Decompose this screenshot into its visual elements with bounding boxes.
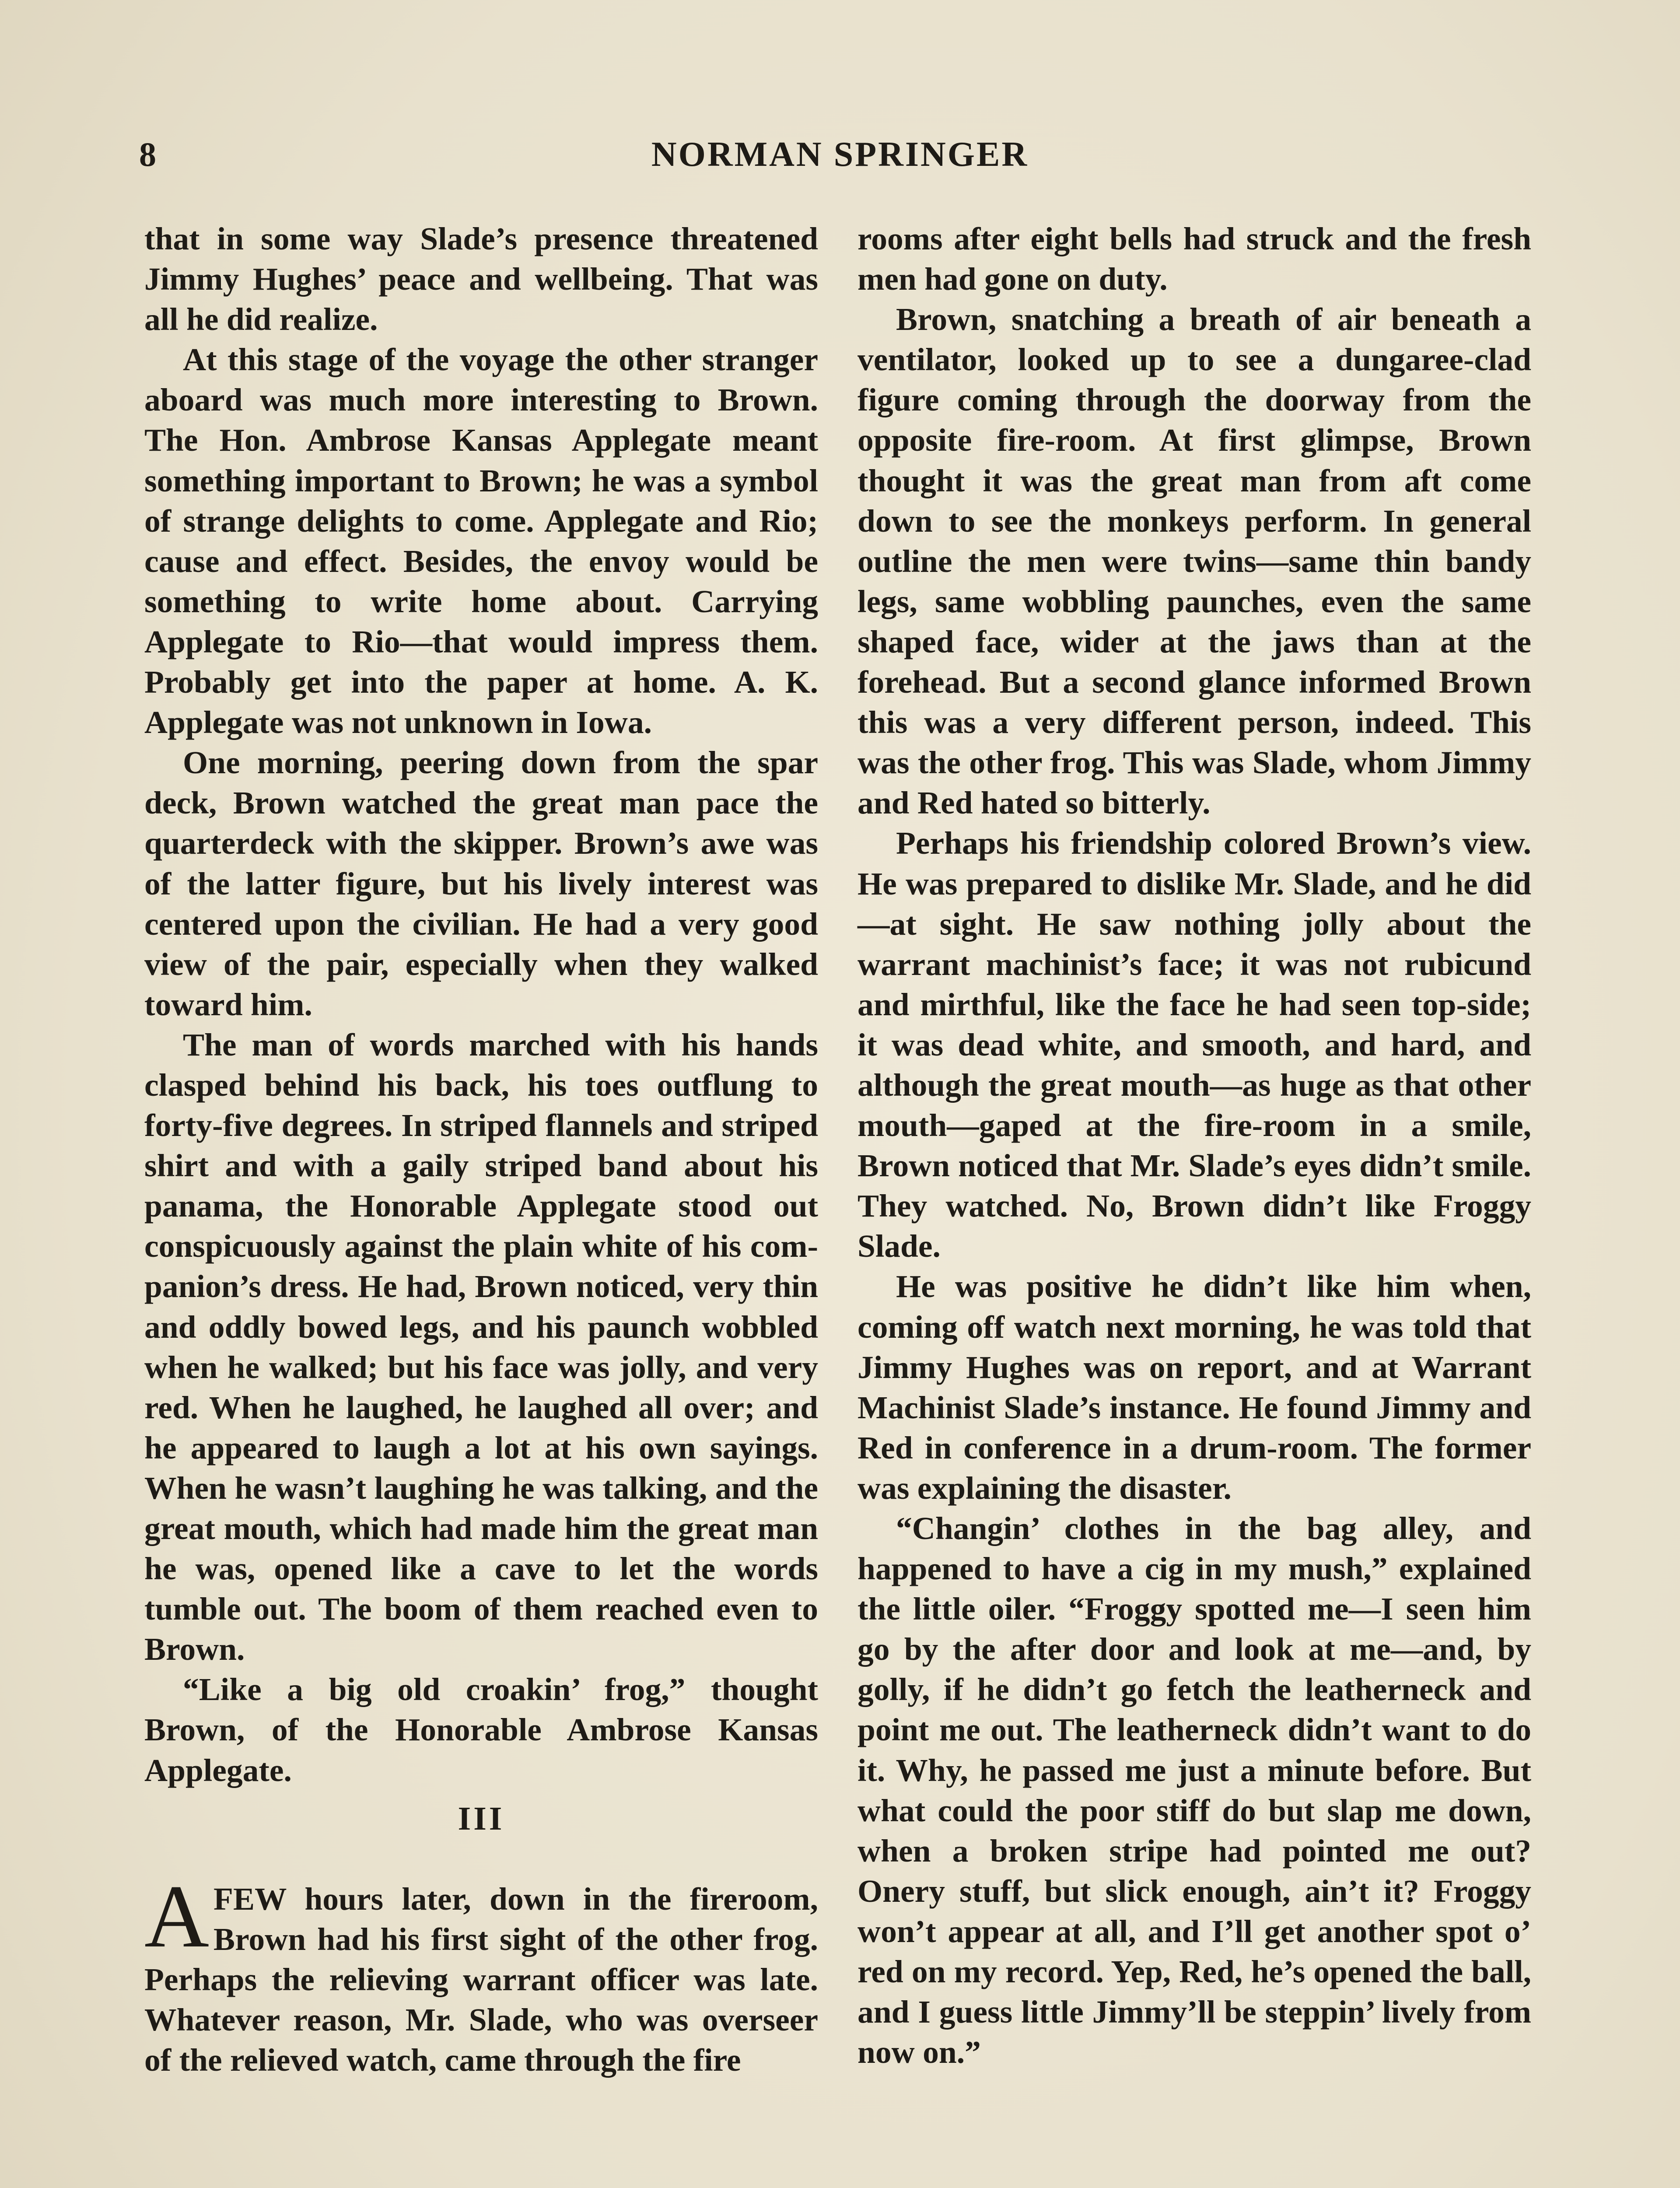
page-header: [0, 130, 1680, 179]
section-heading: III: [458, 1800, 505, 1837]
paragraph-with-drop-cap: [144, 1866, 818, 2080]
left-column: [144, 219, 818, 2080]
paragraph: The man of words marched with his hands clasped behind his back, his toes outflung to forty-five degrees. In striped flannels and striped shirt and with a gaily striped band about his panama, the Honorable Applegate stood out conspicuously against the plain white of his companion’s dress. He had, Brown noticed, very thin and oddly bowed legs, and his paunch wobbled when he walked; but his face was jolly, and very red. When he laughed, he laughed all over; and he appeared to laugh a lot at his own sayings. When he wasn’t laughing he was talking, and the great mouth, which had made him the great man he was, opened like a cave to let the words tumble out. The boom of them reached even to Brown.: [144, 1027, 818, 1667]
running-head: NORMAN SPRINGER: [651, 135, 1029, 174]
right-column: [858, 219, 1531, 2072]
paragraph-text: FEW hours later, down in the fireroom, Brown had his first sight of the other frog. Perhaps the relieving warrant officer was late. Whatever reason, Mr. Slade, who was overseer of the relieved watch, came through the fire: [144, 1881, 818, 2078]
paragraph: “Like a big old croakin’ frog,” thought Brown, of the Honorable Ambrose Kansas Applegate.: [144, 1672, 818, 1788]
paragraph: rooms after eight bells had struck and the fresh men had gone on duty.: [858, 221, 1531, 297]
paragraph: At this stage of the voyage the other stranger aboard was much more interesting to Brown. The Hon. Ambrose Kansas Applegate meant something important to Brown; he was a symbol of strange delights to come. Applegate and Rio; cause and effect. Besides, the envoy would be something to write home about. Carrying Applegate to Rio—that would impress them. Probably get into the paper at home. A. K. Applegate was not unknown in Iowa.: [144, 342, 818, 740]
paragraph: Brown, snatching a breath of air beneath a ventilator, looked up to see a dungaree-clad figure coming through the doorway from the opposite fire-room. At first glimpse, Brown thought it was the great man from aft come down to see the monkeys perform. In general outline the men were twins—same thin bandy legs, same wobbling paunches, even the same shaped face, wider at the jaws than at the forehead. But a second glance informed Brown this was a very different person, indeed. This was the other frog. This was Slade, whom Jimmy and Red hated so bitterly.: [858, 302, 1531, 821]
paragraph: that in some way Slade’s presence threatened Jimmy Hughes’ peace and wellbeing. That was all he did realize.: [144, 221, 818, 337]
paragraph: One morning, peering down from the spar deck, Brown watched the great man pace the quarterdeck with the skipper. Brown’s awe was of the latter figure, but his lively interest was centered upon the civilian. He had a very good view of the pair, especially when they walked toward him.: [144, 745, 818, 1022]
paragraph: He was positive he didn’t like him when, coming off watch next morning, he was told that Jimmy Hughes was on report, and at Warrant Machinist Slade’s instance. He found Jimmy and Red in conference in a drum-room. The former was explaining the disaster.: [858, 1269, 1531, 1506]
drop-cap: A: [144, 1866, 210, 1966]
paragraph: Perhaps his friendship colored Brown’s view. He was prepared to dislike Mr. Slade, and he did—at sight. He saw nothing jolly about the warrant machinist’s face; it was not rubicund and mirthful, like the face he had seen top-side; it was dead white, and smooth, and hard, and although the great mouth—as huge as that other mouth—gaped at the fire-room in a smile, Brown noticed that Mr. Slade’s eyes didn’t smile. They watched. No, Brown didn’t like Froggy Slade.: [858, 825, 1531, 1264]
paragraph: “Changin’ clothes in the bag alley, and happened to have a cig in my mush,” explained the little oiler. “Froggy spotted me—I seen him go by the after door and look at me—and, by golly, if he didn’t go fetch the leatherneck and point me out. The leatherneck didn’t want to do it. Why, he passed me just a minute before. But what could the poor stiff do but slap me down, when a broken stripe had pointed me out? Onery stuff, but slick enough, ain’t it? Froggy won’t appear at all, and I’ll get another spot o’ red on my record. Yep, Red, he’s opened the ball, and I guess little Jimmy’ll be steppin’ lively from now on.”: [858, 1511, 1531, 2070]
page-number: 8: [139, 135, 156, 173]
